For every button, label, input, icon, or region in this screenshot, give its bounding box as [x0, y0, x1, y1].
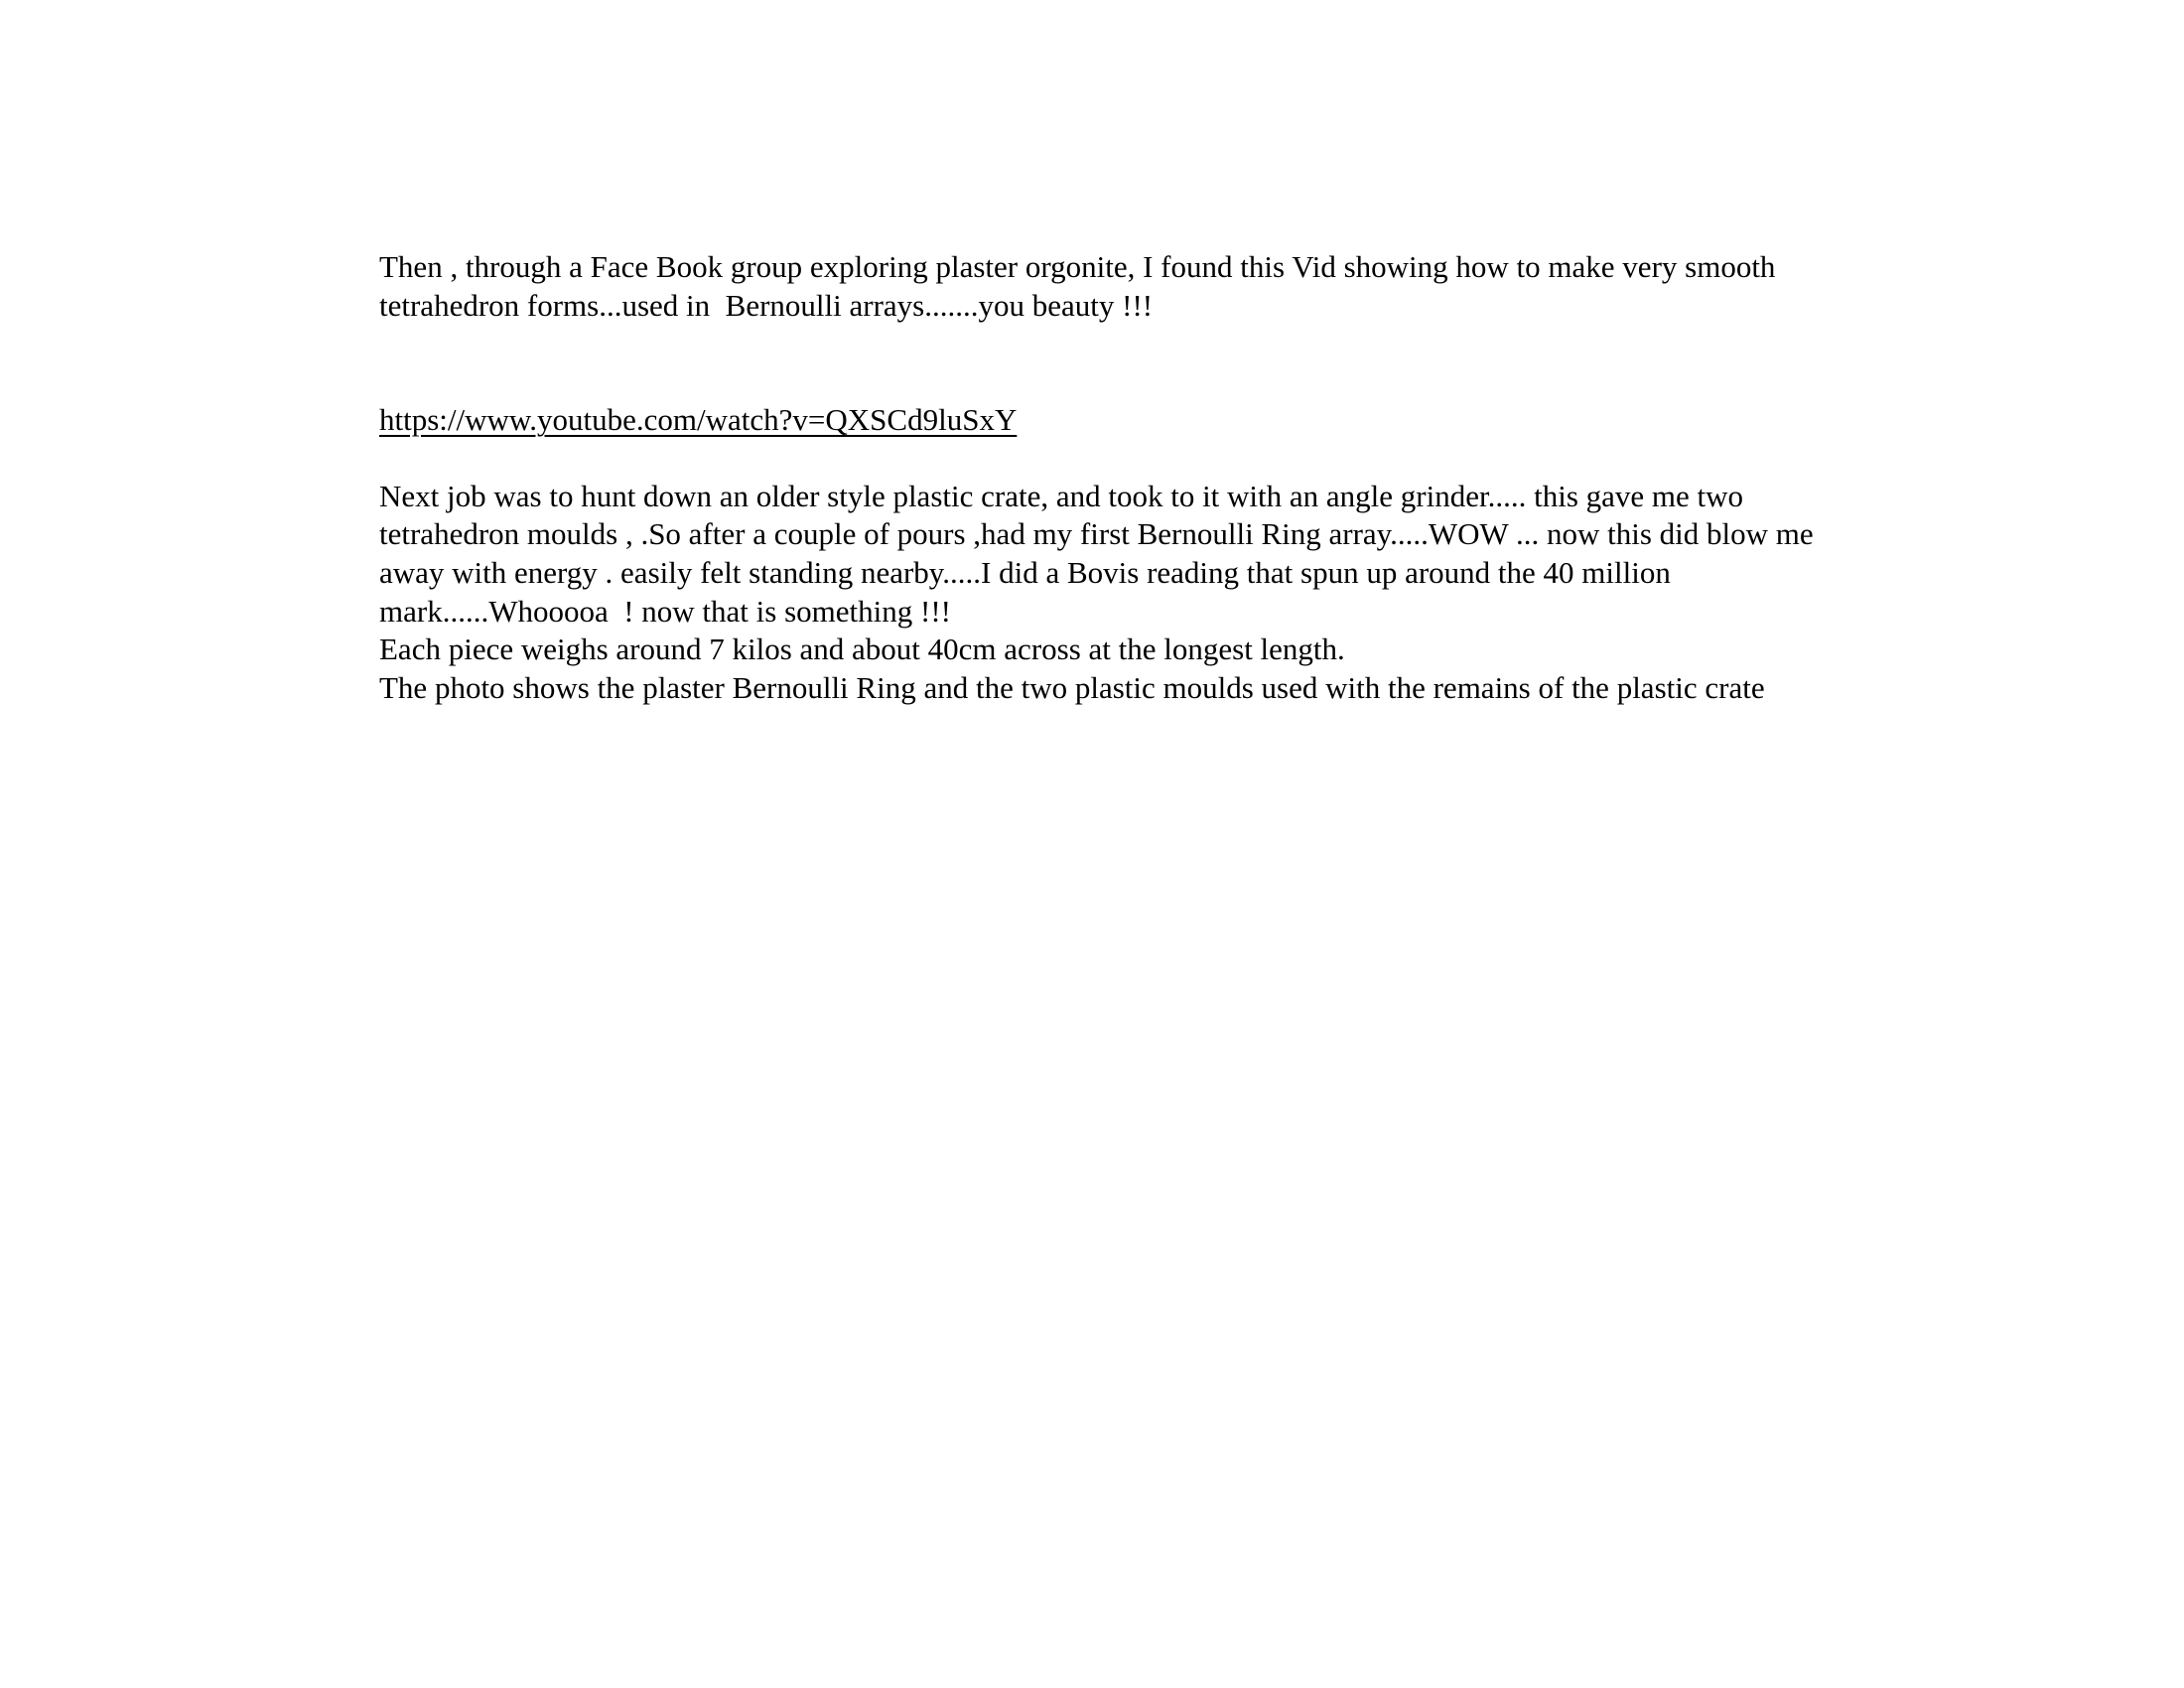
- paragraph-spacer: [379, 440, 1968, 478]
- body-line-4: mark......Whooooa ! now that is something !!!: [379, 593, 951, 629]
- link-paragraph: [379, 401, 1968, 440]
- body-line-2: tetrahedron moulds , .So after a couple of pours ,had my first Bernoulli Ring array.....WOW ... now this did blow me: [379, 516, 1814, 552]
- intro-line-2: tetrahedron forms...used in Bernoulli arrays.......you beauty !!!: [379, 287, 1154, 323]
- youtube-video-link[interactable]: https://www.youtube.com/watch?v=QXSCd9luSxY: [379, 402, 1018, 438]
- body-line-1: Next job was to hunt down an older style plastic crate, and took to it with an angle grinder..... this gave me two: [379, 478, 1744, 513]
- body-paragraph: [379, 478, 1968, 708]
- document-content: [379, 248, 1968, 707]
- body-line-5: Each piece weighs around 7 kilos and about 40cm across at the longest length.: [379, 632, 1345, 667]
- paragraph-spacer: [379, 325, 1968, 401]
- intro-paragraph: [379, 248, 1968, 325]
- body-line-6: The photo shows the plaster Bernoulli Ring and the two plastic moulds used with the remains of the plastic crate: [379, 669, 1765, 705]
- body-line-3: away with energy . easily felt standing nearby.....I did a Bovis reading that spun up around the 40 million: [379, 554, 1671, 590]
- intro-line-1: Then , through a Face Book group exploring plaster orgonite, I found this Vid showing how to make very smooth: [379, 249, 1776, 284]
